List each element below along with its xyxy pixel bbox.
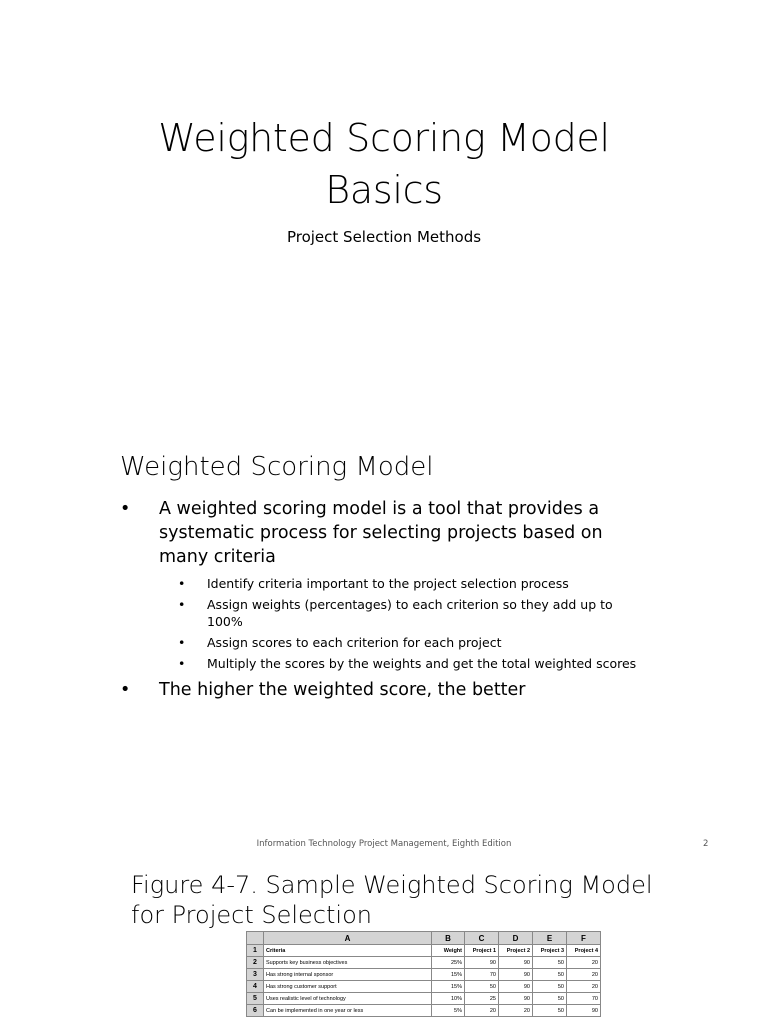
table-cell: 20 [567,957,601,969]
table-cell: 50 [533,957,567,969]
bullet-marker: • [178,635,186,650]
column-letter: E [533,932,567,945]
bullet-marker: • [178,576,186,591]
bullet-marker: • [120,680,131,700]
slide-title [0,112,768,216]
table-cell: 90 [499,957,533,969]
sub-bullet-item [118,575,638,592]
title-line-2: Basics [325,168,443,212]
table-cell: 50 [533,969,567,981]
slide-subtitle: Project Selection Methods [286,228,482,246]
sub-bullet-item [118,596,638,630]
table-header-row [247,945,601,957]
table-cell: 20 [499,1005,533,1017]
table-cell: 90 [499,981,533,993]
table-cell: Can be implemented in one year or less [264,1005,432,1017]
table-cell: 20 [465,1005,499,1017]
slide-title: Figure 4-7. Sample Weighted Scoring Model for Project Selection [131,871,653,929]
table-cell: 20 [567,969,601,981]
table-cell: 5% [432,1005,465,1017]
row-number: 4 [247,981,264,993]
column-letter: A [264,932,432,945]
sub-bullet-list [118,575,638,672]
column-header-row [247,932,601,945]
table-cell: 90 [499,969,533,981]
row-number: 1 [247,945,264,957]
slide-title: Weighted Scoring Model [120,452,434,482]
table-cell: 15% [432,981,465,993]
slide-footer: Information Technology Project Management, Eighth Edition [256,839,512,849]
row-number: 2 [247,957,264,969]
sub-bullet-item [118,655,638,672]
table-row [247,1005,601,1017]
table-cell: 50 [533,981,567,993]
sub-bullet-text: Assign scores to each criterion for each project [207,635,502,650]
page-number: 2 [703,839,709,849]
bullet-marker: • [178,656,186,671]
table-cell: 70 [567,993,601,1005]
table-cell: 90 [465,957,499,969]
table-cell: 25 [465,993,499,1005]
bullet-item [118,497,638,569]
table-row [247,957,601,969]
column-letter: B [432,932,465,945]
bullet-marker: • [120,499,131,519]
row-number: 3 [247,969,264,981]
table-cell: Project 3 [533,945,567,957]
column-letter: F [567,932,601,945]
sub-bullet-item [118,634,638,651]
row-number: 5 [247,993,264,1005]
table-row [247,969,601,981]
sub-bullet-text: Multiply the scores by the weights and get the total weighted scores [207,656,637,671]
sub-bullet-text: Identify criteria important to the project selection process [207,576,569,591]
table-cell: 25% [432,957,465,969]
bullet-marker: • [178,597,186,612]
column-letter: C [465,932,499,945]
sub-bullet-text: Assign weights (percentages) to each criterion so they add up to 100% [207,597,613,629]
table-cell: Has strong internal sponsor [264,969,432,981]
table-cell: Project 2 [499,945,533,957]
bullet-text: The higher the weighted score, the better [159,680,526,700]
table-cell: 90 [567,1005,601,1017]
title-line-1: Weighted Scoring Model [158,116,610,160]
bullet-item [118,678,638,702]
table-cell: Project 4 [567,945,601,957]
table-cell: 70 [465,969,499,981]
table-cell: Uses realistic level of technology [264,993,432,1005]
weighted-scoring-table [246,931,601,1017]
table-cell: 20 [567,981,601,993]
table-cell: 50 [533,993,567,1005]
bullet-list [118,497,638,708]
table-cell: Has strong customer support [264,981,432,993]
table-cell: 90 [499,993,533,1005]
table-cell: Project 1 [465,945,499,957]
row-number: 6 [247,1005,264,1017]
corner-cell [247,932,264,945]
bullet-text: A weighted scoring model is a tool that provides a systematic process for selecting projects based on many criteria [159,499,603,567]
column-letter: D [499,932,533,945]
table-cell: Supports key business objectives [264,957,432,969]
table-row [247,993,601,1005]
table-cell: Weight [432,945,465,957]
table-cell: 50 [533,1005,567,1017]
table-cell: 15% [432,969,465,981]
table-cell: 50 [465,981,499,993]
table-cell: 10% [432,993,465,1005]
table-cell: Criteria [264,945,432,957]
table-row [247,981,601,993]
